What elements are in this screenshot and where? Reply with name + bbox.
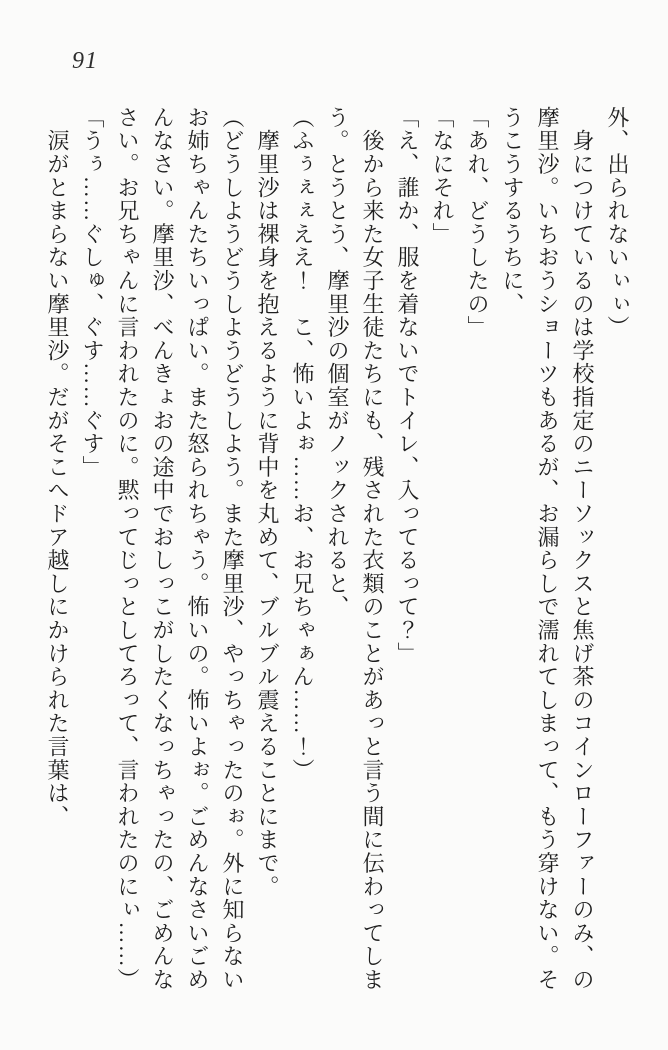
text-column: 涙がとまらない摩里沙。だがそこへドア越しにかけられた言葉は、 bbox=[45, 106, 70, 829]
text-column: 外、出られないぃぃ） bbox=[605, 106, 630, 339]
text-column: うこうするうちに、 bbox=[500, 106, 525, 316]
text-column: 「うぅ……ぐしゅ、ぐす……ぐす」 bbox=[80, 106, 105, 479]
text-column: 後から来た女子生徒たちにも、残された衣類のことがあっと言う間に伝わってしま bbox=[360, 106, 385, 992]
vertical-text-block bbox=[40, 106, 635, 1016]
text-column: お姉ちゃんたちいっぱい。また怒られちゃう。怖いの。怖いよぉ。ごめんなさいごめ bbox=[185, 106, 210, 992]
text-column: 摩里沙。いちおうショーツもあるが、お漏らしで濡れてしまって、もう穿けない。そ bbox=[535, 106, 560, 992]
text-column: さい。お兄ちゃんに言われたのに。黙ってじっとしてろって、言われたのにぃ……） bbox=[115, 106, 140, 992]
text-column: んなさい。摩里沙、べんきょおの途中でおしっこがしたくなっちゃったの、ごめんな bbox=[150, 106, 175, 992]
text-column: 摩里沙は裸身を抱えるように背中を丸めて、ブルブル震えることにまで。 bbox=[255, 106, 280, 899]
text-column: 身につけているのは学校指定のニーソックスと焦げ茶のコインローファーのみ、の bbox=[570, 106, 595, 992]
text-column: （ふぅぇぇええ！ こ、怖いよぉ……お、お兄ちゃぁん……！） bbox=[290, 106, 315, 782]
text-column: 「あれ、どうしたの」 bbox=[465, 106, 490, 339]
text-column: （どうしようどうしようどうしよう。また摩里沙、やっちゃったのぉ。外に知らない bbox=[220, 106, 245, 992]
page-number: 91 bbox=[72, 48, 98, 74]
text-column: う。とうとう、摩里沙の個室がノックされると、 bbox=[325, 106, 350, 619]
text-column: 「え、誰か、服を着ないでトイレ、入ってるって？」 bbox=[395, 106, 420, 666]
text-column: 「なにそれ」 bbox=[430, 106, 455, 246]
